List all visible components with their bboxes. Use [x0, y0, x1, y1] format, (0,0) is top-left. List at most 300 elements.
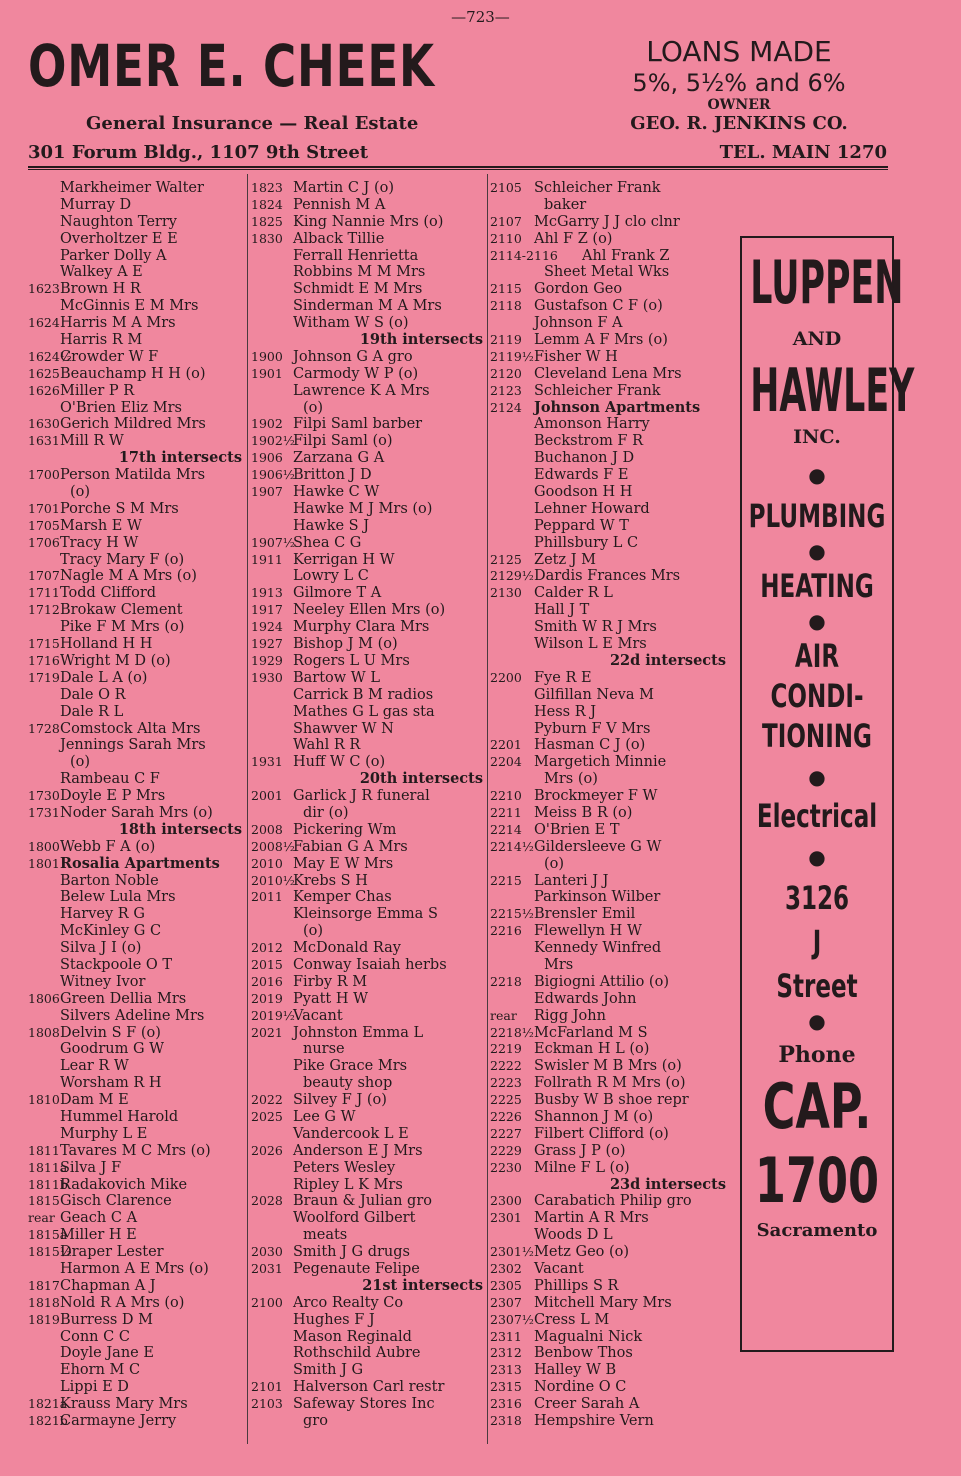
resident-name: Metz Geo (o) — [534, 1244, 630, 1261]
directory-entry — [490, 974, 730, 991]
house-number: 2201 — [490, 737, 522, 753]
directory-entry — [251, 602, 487, 619]
resident-name: Benbow Thos — [534, 1345, 633, 1362]
resident-name: Conn C C — [60, 1328, 130, 1345]
loans-owner-label: OWNER — [707, 97, 771, 113]
house-number: 2315 — [490, 1379, 522, 1395]
resident-name: Johnston Emma L — [293, 1024, 424, 1041]
resident-name: Bishop J M (o) — [293, 636, 398, 653]
house-number: 2124 — [490, 399, 522, 415]
directory-entry — [28, 1025, 246, 1042]
resident-name: Martin A R Mrs — [534, 1210, 649, 1227]
directory-entry — [28, 349, 246, 366]
directory-entry — [490, 315, 730, 332]
resident-name: Pennish M A — [293, 196, 386, 213]
house-number: 2118 — [490, 298, 522, 314]
resident-name: gro — [303, 1413, 328, 1430]
section-heading — [251, 1278, 487, 1295]
resident-name: Gildersleeve G W — [534, 838, 662, 855]
house-number: 2216 — [490, 923, 522, 939]
resident-name: Nagle M A Mrs (o) — [60, 568, 197, 585]
house-number: 2215 — [490, 872, 522, 888]
directory-entry — [28, 906, 246, 923]
resident-name: Jennings Sarah Mrs — [60, 737, 206, 754]
resident-name: Harris M A Mrs — [60, 315, 176, 332]
directory-entry — [490, 568, 730, 585]
house-number: 2105 — [490, 180, 522, 195]
directory-entry — [28, 1261, 246, 1278]
resident-name: Magualni Nick — [534, 1328, 643, 1345]
house-number: 1911 — [251, 551, 283, 567]
resident-name: Kerrigan H W — [293, 551, 395, 568]
directory-entry — [28, 552, 246, 569]
house-number: 2218 — [490, 973, 522, 989]
directory-entry — [251, 805, 487, 822]
resident-name: Johnson G A gro — [293, 348, 413, 365]
directory-entry — [251, 1210, 487, 1227]
resident-name: Hasman C J (o) — [534, 737, 646, 754]
house-number: 1815a — [28, 1227, 68, 1243]
resident-name: Mason Reginald — [293, 1328, 412, 1345]
house-number: 2230 — [490, 1159, 522, 1175]
resident-name: Zarzana G A — [293, 450, 385, 467]
directory-entry — [28, 754, 246, 771]
resident-name: Worsham R H — [60, 1075, 162, 1092]
house-number: 2021 — [251, 1024, 283, 1040]
directory-entry — [490, 400, 730, 417]
directory-entry — [251, 839, 487, 856]
house-number: 1907½ — [251, 534, 295, 550]
house-number: 2211 — [490, 804, 522, 820]
section-heading — [28, 450, 246, 467]
directory-entry — [28, 197, 246, 214]
loans-title: LOANS MADE — [646, 35, 832, 68]
house-number: 2101 — [251, 1379, 283, 1395]
ad-service-air: AIR — [794, 637, 840, 675]
resident-name: Walkey A E — [60, 264, 143, 281]
house-number: 1706 — [28, 534, 60, 550]
directory-entry — [490, 1278, 730, 1295]
directory-entry — [28, 467, 246, 484]
resident-name: Zetz J M — [534, 551, 597, 568]
directory-entry — [490, 484, 730, 501]
resident-name: Pickering Wm — [293, 821, 397, 838]
house-number: 1626 — [28, 382, 60, 398]
house-number: 2026 — [251, 1142, 283, 1158]
house-number: 2305 — [490, 1277, 522, 1293]
resident-name: Busby W B shoe repr — [534, 1092, 689, 1109]
directory-entry — [28, 1143, 246, 1160]
resident-name: Gordon Geo — [534, 281, 623, 298]
resident-name: Hummel Harold — [60, 1108, 179, 1125]
directory-entry — [28, 1345, 246, 1362]
resident-name: May E W Mrs — [293, 855, 394, 872]
directory-entry — [28, 737, 246, 754]
directory-entry — [490, 788, 730, 805]
resident-name: Lowry L C — [293, 568, 369, 585]
directory-entry — [251, 670, 487, 687]
resident-name: Woods D L — [534, 1227, 613, 1244]
directory-entry — [490, 940, 730, 957]
house-number: 1815 — [28, 1193, 60, 1209]
house-number: 1930 — [251, 669, 283, 685]
directory-entry — [251, 619, 487, 636]
house-number: 2215½ — [490, 906, 534, 922]
resident-name: Hess R J — [534, 703, 597, 720]
directory-entry — [251, 281, 487, 298]
resident-name: Ahl F Z (o) — [534, 230, 613, 247]
resident-name: Todd Clifford — [60, 585, 157, 602]
directory-entry — [28, 585, 246, 602]
resident-name: Harmon A E Mrs (o) — [60, 1261, 209, 1277]
resident-name: Dam M E — [60, 1092, 129, 1109]
resident-name: Doyle Jane E — [60, 1345, 154, 1362]
resident-name: Silvey F J (o) — [293, 1092, 387, 1109]
directory-entry — [28, 1295, 246, 1312]
resident-name: Milne F L (o) — [534, 1159, 630, 1176]
directory-entry — [251, 957, 487, 974]
directory-entry — [251, 467, 487, 484]
house-number: 2010 — [251, 855, 283, 871]
resident-name: (o) — [70, 754, 91, 771]
directory-entry — [28, 281, 246, 298]
house-number: 2214 — [490, 821, 522, 837]
resident-name: Conway Isaiah herbs — [293, 956, 447, 973]
house-number: 1821b — [28, 1413, 68, 1429]
house-number: 1719 — [28, 669, 60, 685]
resident-name: Garlick J R funeral — [293, 788, 430, 805]
house-number: 2204 — [490, 754, 522, 770]
house-number: 2301 — [490, 1210, 522, 1226]
resident-name: Kleinsorge Emma S — [293, 906, 438, 923]
section-heading — [490, 1177, 730, 1194]
directory-entry — [490, 383, 730, 400]
directory-entry — [28, 805, 246, 822]
directory-column-3 — [490, 180, 730, 1430]
resident-name: Rambeau C F — [60, 771, 160, 788]
resident-name: Belew Lula Mrs — [60, 889, 176, 906]
directory-entry — [28, 383, 246, 400]
directory-entry — [28, 839, 246, 856]
house-number: 1924 — [251, 619, 283, 635]
directory-entry — [28, 721, 246, 738]
resident-name: Witney Ivor — [60, 973, 146, 990]
resident-name: Harvey R G — [60, 906, 145, 923]
directory-entry — [28, 332, 246, 349]
resident-name: Krauss Mary Mrs — [60, 1396, 188, 1413]
resident-name: Mathes G L gas sta — [293, 703, 435, 720]
resident-name: Carrick B M radios — [293, 686, 434, 703]
resident-name: Calder R L — [534, 585, 613, 602]
resident-name: Rogers L U Mrs — [293, 652, 410, 669]
directory-entry — [251, 906, 487, 923]
directory-entry — [251, 822, 487, 839]
directory-entry — [28, 180, 246, 197]
directory-entry — [28, 1160, 246, 1177]
directory-entry — [28, 1109, 246, 1126]
directory-entry — [251, 873, 487, 890]
directory-entry — [251, 974, 487, 991]
house-number: 1830 — [251, 230, 283, 246]
house-number: 1623 — [28, 281, 60, 297]
directory-entry — [490, 1312, 730, 1329]
resident-name: Nordine O C — [534, 1379, 627, 1396]
column-divider — [487, 174, 488, 1444]
directory-entry — [251, 568, 487, 585]
directory-entry — [490, 1396, 730, 1413]
directory-entry — [28, 1126, 246, 1143]
house-number: 2001 — [251, 788, 283, 804]
directory-entry — [28, 991, 246, 1008]
resident-name: Carmody W P (o) — [293, 365, 419, 382]
resident-name: Phillips S R — [534, 1277, 619, 1294]
house-number: 2307½ — [490, 1311, 534, 1327]
resident-name: (o) — [70, 484, 91, 501]
house-number: 2307 — [490, 1294, 522, 1310]
directory-entry — [490, 822, 730, 839]
resident-name: Edwards F E — [534, 467, 629, 484]
resident-name: Person Matilda Mrs — [60, 467, 206, 484]
resident-name: Sinderman M A Mrs — [293, 298, 442, 315]
resident-name: Gilmore T A — [293, 585, 382, 602]
directory-entry — [28, 248, 246, 265]
directory-entry — [251, 383, 487, 400]
directory-entry — [490, 416, 730, 433]
resident-name: O'Brien Eliz Mrs — [60, 399, 182, 416]
house-number: rear — [490, 1007, 517, 1023]
luppen-hawley-ad — [740, 236, 915, 1352]
resident-name: Braun & Julian gro — [293, 1193, 432, 1210]
resident-name: McGinnis E M Mrs — [60, 298, 199, 315]
directory-entry — [28, 1312, 246, 1329]
directory-entry — [251, 1058, 487, 1075]
resident-name: Cress L M — [534, 1311, 610, 1328]
directory-entry — [490, 1413, 730, 1430]
house-number: 2123 — [490, 382, 522, 398]
resident-name: 22d intersects — [609, 651, 726, 669]
resident-name: Brensler Emil — [534, 906, 636, 923]
ad-address-number: 3126 — [784, 879, 850, 917]
resident-name: Lear R W — [60, 1058, 129, 1075]
ad-phone-label: Phone — [778, 1042, 856, 1068]
resident-name: Noder Sarah Mrs (o) — [60, 804, 213, 821]
house-number: 1907 — [251, 484, 283, 500]
directory-entry — [251, 1329, 487, 1346]
directory-entry — [251, 501, 487, 518]
resident-name: Peppard W T — [534, 517, 629, 534]
house-number: 2223 — [490, 1075, 522, 1091]
directory-entry — [490, 552, 730, 569]
directory-entry — [251, 1261, 487, 1278]
resident-name: Pike F M Mrs (o) — [60, 619, 185, 636]
directory-entry — [490, 450, 730, 467]
resident-name: beauty shop — [303, 1075, 393, 1092]
house-number: 1815½ — [28, 1244, 72, 1260]
resident-name: Creer Sarah A — [534, 1396, 640, 1413]
resident-name: McGarry J J clo clnr — [534, 213, 680, 230]
resident-name: Beckstrom F R — [534, 433, 644, 450]
house-number: 1624 — [28, 315, 60, 331]
resident-name: 19th intersects — [359, 331, 483, 349]
house-number: 1931 — [251, 754, 283, 770]
advertiser-subtitle: General Insurance — Real Estate — [86, 113, 419, 134]
house-number: 2030 — [251, 1244, 283, 1260]
house-number: 1825 — [251, 213, 283, 229]
ad-service-electrical: Electrical — [756, 797, 878, 835]
resident-name: Follrath R M Mrs (o) — [534, 1075, 686, 1092]
resident-name: Porche S M Mrs — [60, 500, 179, 517]
directory-entry — [490, 332, 730, 349]
directory-entry — [490, 856, 730, 873]
resident-name: Brockmeyer F W — [534, 788, 658, 805]
resident-name: Draper Lester — [60, 1244, 164, 1261]
directory-entry — [28, 974, 246, 991]
bullet-icon: ● — [808, 463, 826, 487]
directory-entry — [251, 298, 487, 315]
house-number: 2301½ — [490, 1244, 534, 1260]
resident-name: Margetich Minnie — [534, 754, 667, 771]
resident-name: Tavares M C Mrs (o) — [60, 1142, 211, 1159]
directory-entry — [28, 1075, 246, 1092]
directory-entry — [28, 1329, 246, 1346]
directory-entry — [251, 1041, 487, 1058]
resident-name: Silva J I (o) — [60, 940, 142, 957]
house-number: 1716 — [28, 652, 60, 668]
directory-entry — [251, 721, 487, 738]
directory-entry — [251, 1396, 487, 1413]
directory-entry — [490, 1345, 730, 1362]
resident-name: Silvers Adeline Mrs — [60, 1007, 205, 1024]
resident-name: Barton Noble — [60, 872, 159, 889]
house-number: 1913 — [251, 585, 283, 601]
resident-name: Krebs S H — [293, 872, 368, 889]
resident-name: 21st intersects — [362, 1276, 483, 1294]
directory-entry — [490, 1261, 730, 1278]
directory-entry — [251, 197, 487, 214]
directory-entry — [28, 484, 246, 501]
resident-name: Kennedy Winfred — [534, 940, 662, 957]
resident-name: Webb F A (o) — [60, 838, 156, 855]
house-number: 2311 — [490, 1328, 522, 1344]
directory-entry — [490, 754, 730, 771]
resident-name: Filpi Saml barber — [293, 416, 423, 433]
resident-name: Tracy H W — [60, 534, 139, 551]
resident-name: Goodrum G W — [60, 1041, 165, 1058]
directory-entry — [28, 535, 246, 552]
resident-name: Gustafson C F (o) — [534, 298, 663, 315]
resident-name: Murray D — [60, 196, 132, 213]
directory-entry — [28, 771, 246, 788]
ad-service-plumbing: PLUMBING — [748, 497, 886, 535]
resident-name: Rigg John — [534, 1007, 606, 1024]
directory-entry — [251, 1312, 487, 1329]
resident-name: Brokaw Clement — [60, 602, 183, 619]
house-number: 1902 — [251, 416, 283, 432]
directory-entry — [251, 1362, 487, 1379]
directory-entry — [251, 788, 487, 805]
header-rule — [28, 166, 888, 168]
directory-entry — [251, 1379, 487, 1396]
section-heading — [251, 332, 487, 349]
resident-name: Dale R L — [60, 703, 124, 720]
ad-phone-number: 1700 — [754, 1144, 880, 1217]
directory-entry — [251, 349, 487, 366]
resident-name: Tracy Mary F (o) — [60, 551, 185, 568]
resident-name: Beauchamp H H (o) — [60, 365, 206, 382]
directory-entry — [490, 906, 730, 923]
directory-entry — [251, 636, 487, 653]
resident-name: 17th intersects — [118, 449, 242, 467]
directory-entry — [490, 1295, 730, 1312]
directory-entry — [490, 602, 730, 619]
directory-entry — [251, 1413, 487, 1430]
bullet-icon: ● — [808, 539, 826, 563]
directory-entry — [28, 568, 246, 585]
directory-entry — [490, 1210, 730, 1227]
resident-name: 20th intersects — [359, 770, 483, 788]
directory-entry — [490, 467, 730, 484]
resident-name: Marsh E W — [60, 517, 142, 534]
directory-entry — [490, 501, 730, 518]
loans-company: GEO. R. JENKINS CO. — [630, 113, 848, 134]
resident-name: Brown H R — [60, 281, 141, 298]
directory-entry — [28, 518, 246, 535]
house-number: 2008½ — [251, 838, 295, 854]
directory-entry — [28, 1362, 246, 1379]
resident-name: Ferrall Henrietta — [293, 247, 419, 264]
directory-entry — [490, 889, 730, 906]
directory-entry — [28, 889, 246, 906]
directory-entry — [490, 281, 730, 298]
resident-name: Alback Tillie — [293, 230, 385, 247]
directory-entry — [28, 416, 246, 433]
directory-entry — [251, 991, 487, 1008]
house-number: 2031 — [251, 1261, 283, 1276]
directory-entry — [251, 450, 487, 467]
resident-name: Miller P R — [60, 382, 135, 399]
resident-name: Doyle E P Mrs — [60, 788, 166, 805]
resident-name: Gilfillan Neva M — [534, 686, 654, 703]
directory-entry — [251, 754, 487, 771]
directory-entry — [490, 518, 730, 535]
directory-entry — [28, 366, 246, 383]
resident-name: baker — [544, 196, 587, 213]
ad-city: Sacramento — [756, 1220, 878, 1241]
resident-name: Wilson L E Mrs — [534, 636, 647, 653]
resident-name: Silva J F — [60, 1159, 122, 1176]
house-number: 2015 — [251, 956, 283, 972]
directory-entry — [28, 1008, 246, 1025]
directory-entry — [28, 298, 246, 315]
ad-company-name-2: HAWLEY — [750, 356, 915, 426]
house-number: 2019 — [251, 990, 283, 1006]
directory-entry — [251, 366, 487, 383]
resident-name: Witham W S (o) — [293, 315, 409, 332]
directory-entry — [490, 670, 730, 687]
directory-entry — [490, 585, 730, 602]
resident-name: Grass J P (o) — [534, 1142, 626, 1159]
resident-name: Carabatich Philip gro — [534, 1193, 692, 1210]
house-number: 1824 — [251, 196, 283, 212]
house-number: 1715 — [28, 636, 60, 652]
directory-entry — [28, 1092, 246, 1109]
directory-entry — [490, 298, 730, 315]
header-rule-thin — [28, 169, 888, 170]
directory-entry — [490, 1092, 730, 1109]
section-heading — [28, 822, 246, 839]
resident-name: Schleicher Frank — [534, 382, 661, 399]
bullet-icon: ● — [808, 1009, 826, 1033]
